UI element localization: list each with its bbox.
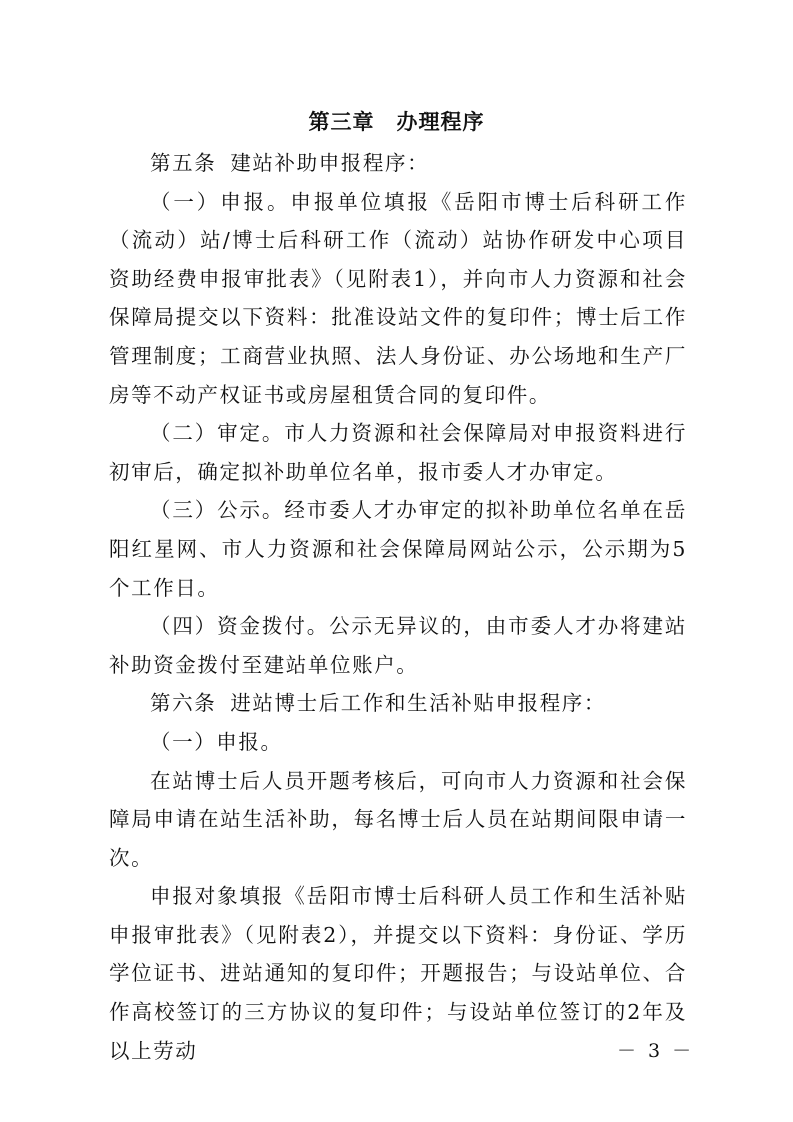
paragraph-article-5 [109, 144, 687, 183]
article-label: 第五条 [150, 151, 217, 175]
chapter-label: 第三章 [308, 110, 375, 134]
paragraph-article-6 [109, 684, 687, 723]
article-label: 第六条 [150, 691, 217, 716]
paragraph: 申报对象填报《岳阳市博士后科研人员工作和生活补贴申报审批表》（见附表2），并提交以下资料：身份证、学历学位证书、进站通知的复印件；开题报告；与设站单位、合作高校签订的三方协议的复印件；与设站单位签订的2年及以上劳动 [109, 884, 687, 1063]
paragraph: （二）审定。市人力资源和社会保障局对申报资料进行初审后，确定拟补助单位名单，报市委人才办审定。 [109, 421, 687, 484]
document-body [109, 144, 687, 1070]
paragraph: （一）申报。申报单位填报《岳阳市博士后科研工作（流动）站/博士后科研工作（流动）站协作研发中心项目资助经费申报审批表》（见附表1），并向市人力资源和社会保障局提交以下资料：批准设站文件的复印件；博士后工作管理制度；工商营业执照、法人身份证、办公场地和生产厂房等不动产权证书或房屋租赁合同的复印件。 [109, 189, 687, 407]
paragraph: （三）公示。经市委人才办审定的拟补助单位名单在岳阳红星网、市人力资源和社会保障局网站公示，公示期为5个工作日。 [109, 498, 687, 600]
paragraph: 在站博士后人员开题考核后，可向市人力资源和社会保障局申请在站生活补助，每名博士后人员在站期间限申请一次。 [109, 768, 687, 870]
paragraph: （一）申报。 [150, 729, 283, 754]
chapter-title [0, 108, 793, 136]
chapter-name: 办理程序 [396, 110, 485, 134]
paragraph: （四）资金拨付。公示无异议的，由市委人才办将建站补助资金拨付至建站单位账户。 [109, 614, 687, 677]
paragraph-text: 进站博士后工作和生活补贴申报程序： [230, 691, 607, 716]
page-number: － 3 － [617, 1040, 695, 1062]
paragraph-text: 建站补助申报程序： [230, 151, 430, 175]
